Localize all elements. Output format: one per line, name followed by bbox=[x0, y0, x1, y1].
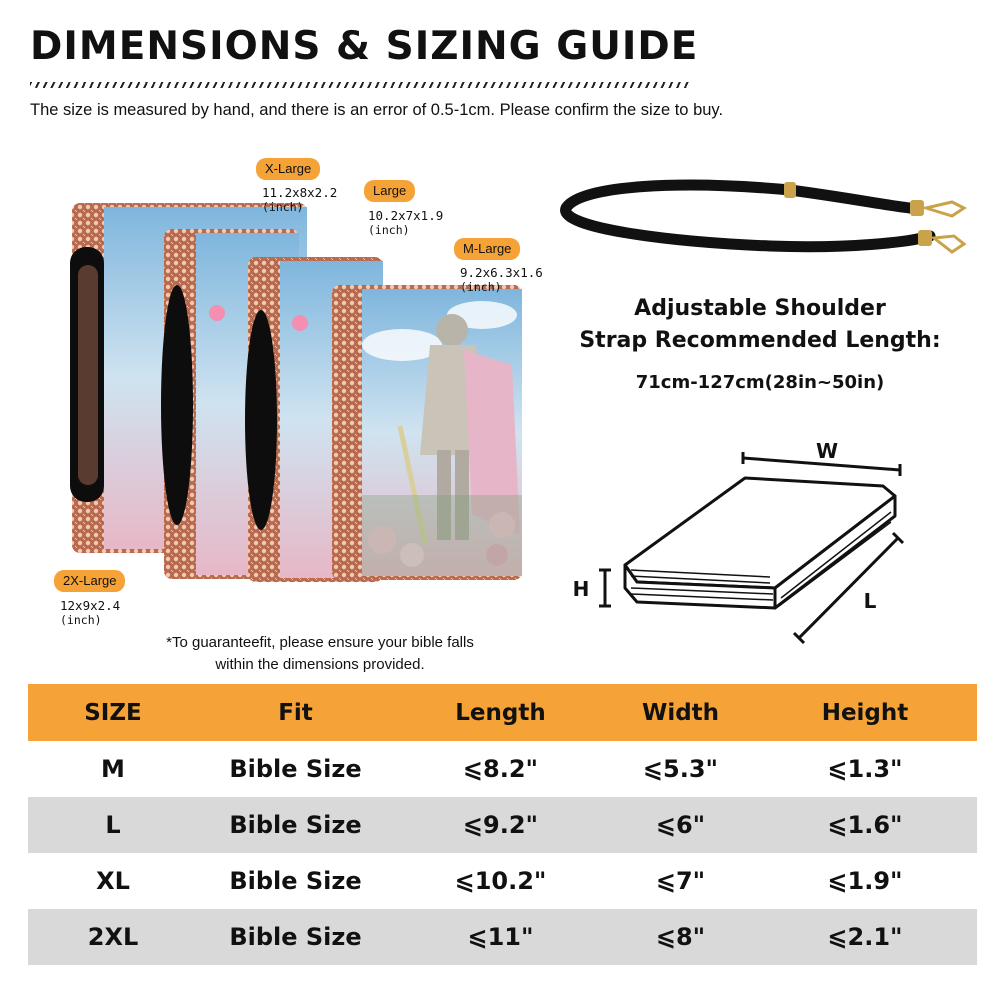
table-row bbox=[28, 909, 977, 965]
shoulder-strap-illustration bbox=[560, 170, 980, 270]
width-label: W bbox=[815, 439, 839, 463]
height-label: H bbox=[572, 577, 590, 601]
size-dims-2x-large: 12x9x2.4 (inch) bbox=[60, 598, 121, 627]
cell-fit: Bible Size bbox=[229, 867, 362, 895]
size-tag-large: Large bbox=[364, 180, 415, 202]
cell-length: ⩽10.2" bbox=[454, 867, 547, 895]
size-tag-m-large: M-Large bbox=[454, 238, 520, 260]
strap-label bbox=[560, 293, 960, 357]
cell-length: ⩽9.2" bbox=[393, 797, 608, 853]
size-dims-m-large: 9.2x6.3x1.6 (inch) bbox=[460, 265, 543, 294]
table-row bbox=[28, 853, 977, 909]
size-tag-2x-large: 2X-Large bbox=[54, 570, 125, 592]
table-row bbox=[28, 797, 977, 853]
table-row bbox=[28, 741, 977, 797]
bible-covers-illustration bbox=[52, 195, 522, 595]
strap-label-line-1: Adjustable Shoulder bbox=[634, 296, 886, 321]
cover-m-large bbox=[332, 285, 522, 580]
fit-note-line-2: within the dimensions provided. bbox=[215, 656, 425, 673]
cell-width: ⩽5.3" bbox=[642, 755, 719, 783]
cell-fit: Bible Size bbox=[198, 797, 393, 853]
size-tag-x-large: X-Large bbox=[256, 158, 320, 180]
page-title: DIMENSIONS & SIZING GUIDE bbox=[30, 24, 699, 69]
header-width: Width bbox=[608, 684, 753, 741]
cell-size: M bbox=[101, 755, 125, 783]
cell-length: ⩽8.2" bbox=[462, 755, 539, 783]
strap-length: 71cm-127cm(28in~50in) bbox=[635, 372, 885, 393]
strap-label-line-2: Strap Recommended Length: bbox=[579, 328, 941, 353]
size-dims-x-large: 11.2x8x2.2 (inch) bbox=[262, 185, 338, 214]
fit-note bbox=[110, 632, 530, 676]
cell-length: ⩽11" bbox=[393, 909, 608, 965]
header-height: Height bbox=[753, 684, 977, 741]
cell-width: ⩽6" bbox=[608, 797, 753, 853]
header-length: Length bbox=[393, 684, 608, 741]
table-header-row bbox=[28, 684, 977, 741]
length-label: L bbox=[863, 589, 877, 613]
size-dims-large: 10.2x7x1.9 (inch) bbox=[368, 208, 444, 237]
cell-width: ⩽7" bbox=[655, 867, 706, 895]
cell-height: ⩽1.9" bbox=[827, 867, 903, 895]
dashed-divider bbox=[30, 82, 690, 88]
book-dimension-diagram bbox=[565, 430, 915, 650]
cell-size: 2XL bbox=[28, 909, 198, 965]
header-size: SIZE bbox=[28, 684, 198, 741]
cell-size: L bbox=[28, 797, 198, 853]
cell-width: ⩽8" bbox=[608, 909, 753, 965]
header-fit: Fit bbox=[198, 684, 393, 741]
cell-height: ⩽2.1" bbox=[753, 909, 977, 965]
size-table bbox=[28, 684, 977, 965]
cell-height: ⩽1.3" bbox=[827, 755, 903, 783]
cell-size: XL bbox=[96, 867, 130, 895]
cell-fit: Bible Size bbox=[229, 755, 362, 783]
cell-fit: Bible Size bbox=[198, 909, 393, 965]
page-subtitle: The size is measured by hand, and there is an error of 0.5-1cm. Please confirm the size to buy. bbox=[30, 101, 724, 119]
cell-height: ⩽1.6" bbox=[753, 797, 977, 853]
fit-note-line-1: *To guaranteefit, please ensure your bible falls bbox=[166, 634, 474, 651]
